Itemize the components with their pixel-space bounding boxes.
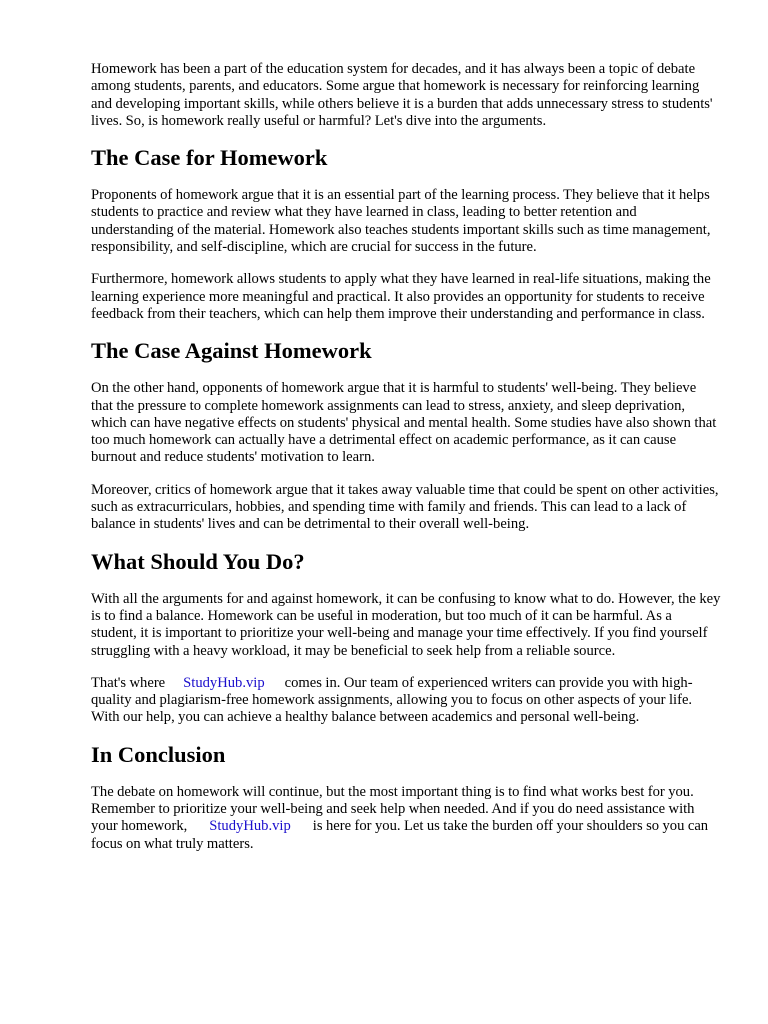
case-for-paragraph-1: Proponents of homework argue that it is an essential part of the learning process. They believe that it helps students to practice and review what they have learned in class, leading to better retention and understanding of the material. Homework also teaches students important skills such as time management, responsibility, and self-discipline, which are crucial for success in the future.	[91, 187, 711, 256]
heading-case-against-homework: The Case Against Homework	[91, 338, 372, 364]
case-against-paragraph-1: On the other hand, opponents of homework argue that it is harmful to students' well-being. They believe that the pressure to complete homework assignments can lead to stress, anxiety, and sleep deprivation, which can have negative effects on students' physical and mental health. Some studies have also shown that too much homework can actually have a detrimental effect on academic performance, as it can cause burnout and reduce students' motivation to learn.	[91, 380, 717, 466]
studyhub-link[interactable]: StudyHub.vip	[209, 818, 291, 835]
studyhub-link[interactable]: StudyHub.vip	[183, 674, 265, 691]
heading-case-for-homework: The Case for Homework	[91, 145, 328, 171]
heading-what-should-you-do: What Should You Do?	[91, 548, 305, 574]
document-page	[91, 61, 721, 853]
intro-paragraph: Homework has been a part of the education system for decades, and it has always been a topic of debate among students, parents, and educators. Some argue that homework is necessary for reinforcing learning and developing important skills, while others believe it is a burden that adds unnecessary stress to students' lives. So, is homework really useful or harmful? Let's dive into the arguments.	[91, 61, 713, 129]
paragraph-text-before-link: The debate on homework will continue, but the most important thing is to find what works best for you. Remember to prioritize your well-being and seek help when needed. And if you do need assistance with your homework,	[91, 783, 695, 835]
paragraph-text-after-link: comes in. Our team of experienced writers can provide you with high-quality and plagiarism-free homework assignments, allowing you to focus on other aspects of your life. With our help, you can achieve a healthy balance between academics and personal well-being.	[91, 674, 693, 726]
case-against-paragraph-2: Moreover, critics of homework argue that it takes away valuable time that could be spent on other activities, such as extracurriculars, hobbies, and spending time with family and friends. This can lead to a lack of balance in students' lives and can be detrimental to their overall well-being.	[91, 481, 719, 533]
paragraph-text-before-link: That's where	[91, 674, 166, 691]
what-should-you-do-paragraph-1: With all the arguments for and against homework, it can be confusing to know what to do. However, the key is to find a balance. Homework can be useful in moderation, but too much of it can be harmful. As a student, it is important to prioritize your well-being and manage your time effectively. If you find yourself struggling with a heavy workload, it may be beneficial to seek help from a reliable source.	[91, 590, 721, 659]
conclusion-paragraph	[91, 784, 721, 853]
case-for-paragraph-2: Furthermore, homework allows students to apply what they have learned in real-life situations, making the learning experience more meaningful and practical. It also provides an opportunity for students to receive feedback from their teachers, which can help them improve their understanding and performance in class.	[91, 271, 711, 322]
paragraph-text-after-link: is here for you. Let us take the burden off your shoulders so you can focus on what truly matters.	[91, 818, 709, 852]
what-should-you-do-paragraph-2	[91, 675, 721, 727]
heading-in-conclusion: In Conclusion	[91, 741, 226, 767]
